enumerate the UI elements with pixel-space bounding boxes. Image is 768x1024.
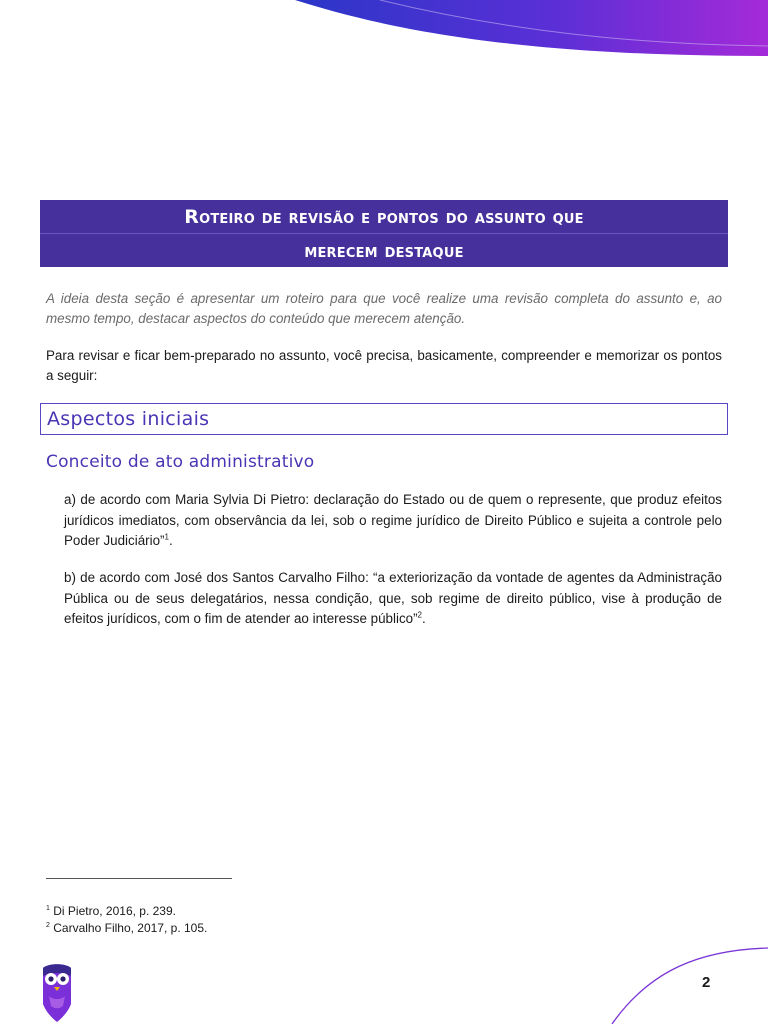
paragraph-a-text: a) de acordo com Maria Sylvia Di Pietro: declaração do Estado ou de quem o represente, que produz efeitos jurídicos imediatos, com observância da lei, sob o regime jurídico de Direito Público e sujeita a controle pelo Poder Judiciário” (64, 492, 722, 548)
title-line-1: Roteiro de revisão e pontos do assunto que (40, 200, 728, 234)
intro-text: A ideia desta seção é apresentar um roteiro para que você realize uma revisão completa do assunto e, ao mesmo tempo, destacar aspectos do conteúdo que merecem atenção. (46, 291, 722, 326)
footnote-1 (46, 903, 176, 919)
title-line-2: merecem destaque (304, 240, 464, 262)
owl-logo-icon (40, 960, 74, 1022)
footnote-2-text: Carvalho Filho, 2017, p. 105. (53, 921, 208, 935)
footnote-1-text: Di Pietro, 2016, p. 239. (53, 904, 176, 918)
title-banner (40, 200, 728, 267)
definition-paragraph-b (64, 568, 722, 630)
lead-text: Para revisar e ficar bem-preparado no assunto, você precisa, basicamente, compreender e memorizar os pontos a seguir: (46, 348, 722, 383)
footnote-2-number: 2 (46, 922, 50, 929)
top-decorative-wave (0, 0, 768, 60)
definition-paragraph-a (64, 490, 722, 552)
paragraph-b-text: b) de acordo com José dos Santos Carvalho Filho: “a exteriorização da vontade de agentes da Administração Pública ou de seus delegatários, nessa condição, que, sob regime de direito público, vise à produção de efeitos jurídicos, com o fim de atender ao interesse público” (64, 570, 722, 626)
paragraph-b-end: . (422, 611, 426, 626)
bottom-decorative-curve (0, 930, 768, 1024)
footnote-ref-1[interactable]: 1 (164, 532, 169, 542)
section-heading: Aspectos iniciais (47, 408, 210, 430)
paragraph-a-end: . (168, 533, 173, 548)
footnote-1-number: 1 (46, 905, 50, 912)
footnote-divider (46, 878, 232, 879)
section-heading-box (40, 403, 728, 435)
subsection-heading: Conceito de ato administrativo (46, 452, 315, 472)
footnote-ref-2[interactable]: 2 (417, 610, 422, 620)
page-number: 2 (702, 974, 711, 991)
